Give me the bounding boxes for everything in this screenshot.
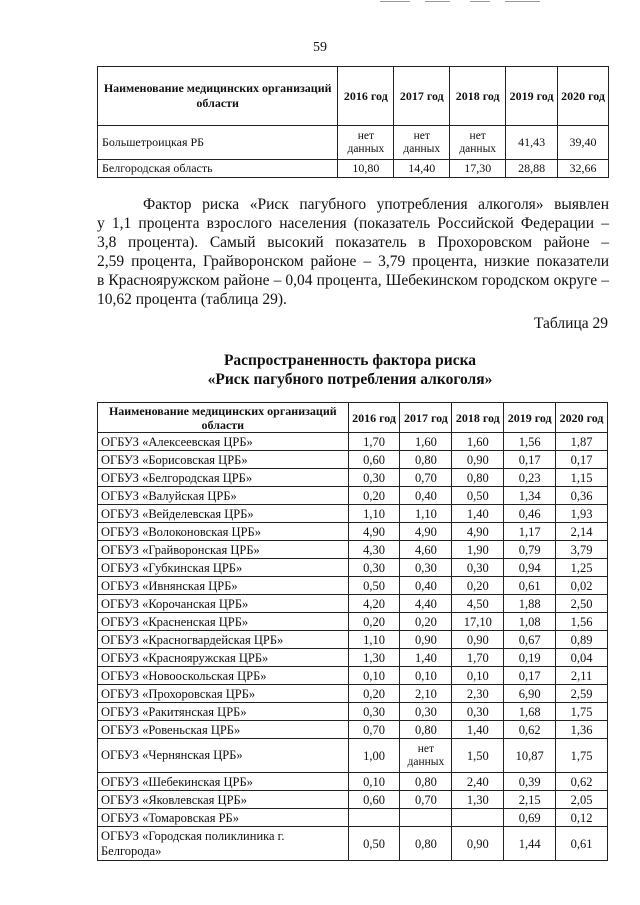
org-name: ОГБУЗ «Губкинская ЦРБ» [98, 559, 349, 577]
paragraph-line: 10,62 процента (таблица 29). [97, 291, 287, 308]
cell-value: 1,36 [556, 721, 608, 739]
cell-value: 4,50 [452, 595, 504, 613]
cell-value: 0,62 [556, 773, 608, 791]
cell-value: 1,10 [400, 505, 452, 523]
cell-value: 4,90 [400, 523, 452, 541]
cell-value: 1,10 [348, 631, 400, 649]
cell-value: 0,61 [556, 827, 608, 861]
cell-value: 1,50 [452, 739, 504, 773]
org-name: ОГБУЗ «Корочанская ЦРБ» [98, 595, 349, 613]
cell-value: 0,36 [556, 487, 608, 505]
org-name: ОГБУЗ «Шебекинская ЦРБ» [98, 773, 349, 791]
table-top [97, 66, 609, 178]
table-row [98, 649, 608, 667]
cell-value: 0,30 [348, 703, 400, 721]
cell-value: 0,90 [452, 451, 504, 469]
table-row [98, 595, 608, 613]
table-row [98, 809, 608, 827]
cell-value: 1,75 [556, 739, 608, 773]
cell-value: 2,05 [556, 791, 608, 809]
cell-value: 17,10 [452, 613, 504, 631]
table-row [98, 667, 608, 685]
table-row [98, 523, 608, 541]
cell-value: 1,25 [556, 559, 608, 577]
cell-value: 0,10 [452, 667, 504, 685]
cell-value: 0,04 [556, 649, 608, 667]
cell-value: 0,30 [400, 559, 452, 577]
cell-value: 0,80 [400, 721, 452, 739]
table-header [98, 403, 608, 433]
cell-value: 0,89 [556, 631, 608, 649]
col-header-name: Наименование медицинских организаций области [98, 67, 338, 126]
cell-value: 2,30 [452, 685, 504, 703]
cell-value: 0,10 [400, 667, 452, 685]
cell-value: 0,79 [504, 541, 556, 559]
cell-value: 0,17 [504, 667, 556, 685]
cell-value: 6,90 [504, 685, 556, 703]
org-name: ОГБУЗ «Чернянская ЦРБ» [98, 739, 349, 773]
scan-artifact [380, 0, 580, 4]
cell-value: 1,70 [452, 649, 504, 667]
cell-value: 14,40 [394, 160, 450, 178]
table-row [98, 703, 608, 721]
cell-value: 39,40 [558, 126, 609, 160]
cell-value: 1,17 [504, 523, 556, 541]
cell-value: 4,20 [348, 595, 400, 613]
table-header [98, 67, 609, 126]
cell-value: 0,70 [400, 469, 452, 487]
cell-value: 0,19 [504, 649, 556, 667]
cell-value: 1,40 [400, 649, 452, 667]
paragraph-line: Фактор риска «Риск пагубного употребления алкоголя» выявлен [143, 196, 609, 213]
cell-value [400, 809, 452, 827]
cell-value: 1,30 [348, 649, 400, 667]
col-header-year: 2016 год [338, 67, 394, 126]
cell-value: 0,20 [452, 577, 504, 595]
cell-value: 0,67 [504, 631, 556, 649]
cell-value: 1,87 [556, 433, 608, 451]
cell-value: 0,70 [348, 721, 400, 739]
cell-value: 17,30 [450, 160, 506, 178]
cell-value: 32,66 [558, 160, 609, 178]
org-name: ОГБУЗ «Ракитянская ЦРБ» [98, 703, 349, 721]
cell-value: 2,59 [556, 685, 608, 703]
cell-value: 0,10 [348, 773, 400, 791]
table-row [98, 721, 608, 739]
cell-value: 2,11 [556, 667, 608, 685]
cell-value: 1,40 [452, 721, 504, 739]
table-row [98, 469, 608, 487]
cell-value: 1,15 [556, 469, 608, 487]
cell-value: 0,69 [504, 809, 556, 827]
org-name: ОГБУЗ «Красногвардейская ЦРБ» [98, 631, 349, 649]
col-header-year: 2019 год [506, 67, 558, 126]
org-name: ОГБУЗ «Томаровская РБ» [98, 809, 349, 827]
org-name: ОГБУЗ «Белгородская ЦРБ» [98, 469, 349, 487]
cell-value: 4,90 [348, 523, 400, 541]
table-row [98, 433, 608, 451]
table-row [98, 631, 608, 649]
cell-value: 1,44 [504, 827, 556, 861]
table-row [98, 126, 609, 160]
org-name: ОГБУЗ «Грайворонская ЦРБ» [98, 541, 349, 559]
col-header-year: 2017 год [394, 67, 450, 126]
cell-value: 41,43 [506, 126, 558, 160]
cell-value: нет данных [450, 126, 506, 160]
col-header-year: 2017 год [400, 403, 452, 433]
org-name: ОГБУЗ «Ивнянская ЦРБ» [98, 577, 349, 595]
cell-value: 0,30 [348, 469, 400, 487]
table-row [98, 559, 608, 577]
org-name: ОГБУЗ «Яковлевская ЦРБ» [98, 791, 349, 809]
cell-value: 0,62 [504, 721, 556, 739]
org-name: ОГБУЗ «Борисовская ЦРБ» [98, 451, 349, 469]
cell-value: 0,17 [556, 451, 608, 469]
table-label: Таблица 29 [533, 315, 608, 332]
table-title [0, 351, 640, 389]
cell-value: 10,80 [338, 160, 394, 178]
cell-value: 0,60 [348, 451, 400, 469]
cell-value: 28,88 [506, 160, 558, 178]
cell-value: 4,90 [452, 523, 504, 541]
cell-value: 1,00 [348, 739, 400, 773]
table-row [98, 541, 608, 559]
cell-value: 0,30 [348, 559, 400, 577]
table-title-line: «Риск пагубного потребления алкоголя» [207, 371, 493, 388]
col-header-year: 2018 год [452, 403, 504, 433]
cell-value: 1,56 [556, 613, 608, 631]
cell-value: 0,30 [452, 703, 504, 721]
cell-value: 0,30 [400, 703, 452, 721]
cell-value: 4,40 [400, 595, 452, 613]
cell-value: 3,79 [556, 541, 608, 559]
table-row [98, 739, 608, 773]
org-name: ОГБУЗ «Волоконовская ЦРБ» [98, 523, 349, 541]
org-name: ОГБУЗ «Новооскольская ЦРБ» [98, 667, 349, 685]
cell-value: 2,50 [556, 595, 608, 613]
paragraph-line: в Краснояружском районе – 0,04 процента, Шебекинском городском округе – [97, 272, 609, 289]
org-name: ОГБУЗ «Городская поликлиника г. Белгорода» [98, 827, 349, 861]
org-name: ОГБУЗ «Красненская ЦРБ» [98, 613, 349, 631]
cell-value: 1,88 [504, 595, 556, 613]
cell-value: 1,60 [452, 433, 504, 451]
cell-value: 0,70 [400, 791, 452, 809]
cell-value: 0,39 [504, 773, 556, 791]
cell-value: 1,90 [452, 541, 504, 559]
org-name: ОГБУЗ «Валуйская ЦРБ» [98, 487, 349, 505]
cell-value: 0,17 [504, 451, 556, 469]
table-row [98, 451, 608, 469]
cell-value: 1,56 [504, 433, 556, 451]
paragraph-line: у 1,1 процента взрослого населения (показатель Российской Федерации – [97, 215, 609, 232]
paragraph-line: 2,59 процента, Грайворонском районе – 3,79 процента, низкие показатели [97, 253, 609, 270]
cell-value [452, 809, 504, 827]
cell-value: 0,80 [400, 451, 452, 469]
cell-value: 0,50 [348, 827, 400, 861]
table-title-line: Распространенность фактора риска [223, 352, 477, 369]
table-row [98, 791, 608, 809]
col-header-year: 2018 год [450, 67, 506, 126]
cell-value: 1,75 [556, 703, 608, 721]
cell-value: 1,34 [504, 487, 556, 505]
table-row [98, 505, 608, 523]
table-row [98, 685, 608, 703]
page-number: 59 [313, 40, 327, 55]
cell-value: 0,20 [348, 613, 400, 631]
table-row [98, 827, 608, 861]
org-name: Большетроицкая РБ [98, 126, 338, 160]
org-name: ОГБУЗ «Прохоровская ЦРБ» [98, 685, 349, 703]
cell-value: 4,30 [348, 541, 400, 559]
cell-value [348, 809, 400, 827]
cell-value: 0,50 [452, 487, 504, 505]
cell-value: 0,46 [504, 505, 556, 523]
org-name: ОГБУЗ «Краснояружская ЦРБ» [98, 649, 349, 667]
table-row [98, 613, 608, 631]
cell-value: 1,08 [504, 613, 556, 631]
col-header-year: 2016 год [348, 403, 400, 433]
cell-value: нет данных [400, 739, 452, 773]
cell-value: 1,30 [452, 791, 504, 809]
cell-value: 1,40 [452, 505, 504, 523]
cell-value: 2,14 [556, 523, 608, 541]
cell-value: 0,90 [452, 827, 504, 861]
cell-value: 0,90 [452, 631, 504, 649]
cell-value: 0,20 [348, 487, 400, 505]
org-name: ОГБУЗ «Вейделевская ЦРБ» [98, 505, 349, 523]
cell-value: 1,60 [400, 433, 452, 451]
table-row [98, 487, 608, 505]
cell-value: 10,87 [504, 739, 556, 773]
col-header-year: 2020 год [556, 403, 608, 433]
cell-value: 4,60 [400, 541, 452, 559]
cell-value: 2,40 [452, 773, 504, 791]
body-paragraph [97, 195, 609, 309]
cell-value: 0,80 [452, 469, 504, 487]
cell-value: 0,12 [556, 809, 608, 827]
org-name: Белгородская область [98, 160, 338, 178]
cell-value: 1,93 [556, 505, 608, 523]
org-name: ОГБУЗ «Ровеньская ЦРБ» [98, 721, 349, 739]
cell-value: 1,68 [504, 703, 556, 721]
cell-value: 2,10 [400, 685, 452, 703]
cell-value: 0,80 [400, 827, 452, 861]
cell-value: 0,50 [348, 577, 400, 595]
cell-value: 0,40 [400, 577, 452, 595]
cell-value: 2,15 [504, 791, 556, 809]
table-main [97, 402, 608, 861]
cell-value: 0,60 [348, 791, 400, 809]
col-header-year: 2020 год [558, 67, 609, 126]
cell-value: 1,10 [348, 505, 400, 523]
paragraph-line: 3,8 процента). Самый высокий показатель в Прохоровском районе – [97, 234, 609, 251]
cell-value: нет данных [394, 126, 450, 160]
cell-value: 0,20 [400, 613, 452, 631]
cell-value: 0,90 [400, 631, 452, 649]
cell-value: 0,10 [348, 667, 400, 685]
cell-value: 0,94 [504, 559, 556, 577]
cell-value: 0,20 [348, 685, 400, 703]
table-row [98, 577, 608, 595]
cell-value: нет данных [338, 126, 394, 160]
cell-value: 0,30 [452, 559, 504, 577]
col-header-year: 2019 год [504, 403, 556, 433]
cell-value: 0,23 [504, 469, 556, 487]
cell-value: 0,40 [400, 487, 452, 505]
cell-value: 0,02 [556, 577, 608, 595]
col-header-name: Наименование медицинских организаций области [98, 403, 349, 433]
table-row [98, 160, 609, 178]
table-row [98, 773, 608, 791]
cell-value: 1,70 [348, 433, 400, 451]
cell-value: 0,80 [400, 773, 452, 791]
org-name: ОГБУЗ «Алексеевская ЦРБ» [98, 433, 349, 451]
cell-value: 0,61 [504, 577, 556, 595]
